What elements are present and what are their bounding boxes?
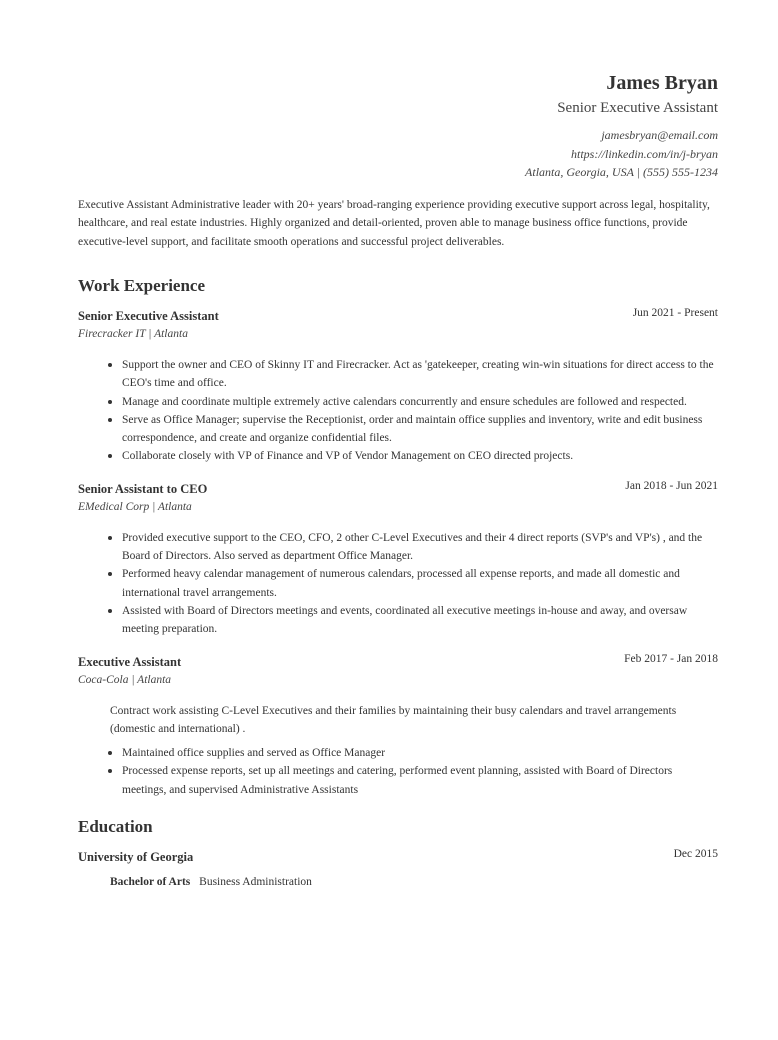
job-company: Firecracker IT | Atlanta	[78, 328, 188, 340]
job-role: Senior Assistant to CEO	[78, 481, 208, 496]
education-heading: Education	[78, 817, 153, 837]
job-role: Senior Executive Assistant	[78, 309, 219, 323]
contact-block	[78, 126, 718, 182]
bullet-text: Assisted with Board of Directors meetings and events, coordinated all executive meetings in-house and away, and oversaw meeting preparation.	[122, 604, 688, 636]
job-date: Jun 2021 - Present	[632, 307, 718, 319]
job-company: EMedical Corp | Atlanta	[78, 500, 192, 513]
job-date: Feb 2017 - Jan 2018	[624, 652, 718, 665]
job-entry	[78, 480, 718, 639]
bullet-text: Performed heavy calendar management of numerous calendars, processed all expense reports, and made all domestic and international travel arrangements.	[122, 568, 680, 599]
bullet-icon	[108, 400, 112, 404]
bullet-text: Collaborate closely with VP of Finance and VP of Vendor Management on CEO directed projects.	[122, 450, 574, 463]
bullet-item	[122, 762, 718, 799]
bullet-item	[122, 447, 718, 465]
bullet-icon	[108, 609, 112, 613]
bullet-icon	[108, 572, 112, 576]
job-date: Jan 2018 - Jun 2021	[625, 479, 718, 492]
job-bullets	[78, 529, 718, 639]
contact-email[interactable]: jamesbryan@email.com	[601, 128, 718, 142]
bullet-text: Support the owner and CEO of Skinny IT and Firecracker. Act as 'gatekeeper, creating win-win situations for direct access to the CEO's time and office.	[122, 359, 714, 390]
job-entry	[78, 653, 718, 799]
bullet-item	[122, 565, 718, 602]
summary-paragraph: Executive Assistant Administrative leader with 20+ years' broad-ranging experience providing executive support across legal, hospitality, healthcare, and real estate industries. Highly organized and detail-oriented, proven able to manage business office functions, provide executive-level support, and facilitate smooth operations and successful project deliverables.	[78, 198, 710, 248]
degree-line	[78, 873, 718, 891]
bullet-icon	[108, 454, 112, 458]
bullet-item	[122, 393, 718, 411]
bullet-item	[122, 602, 718, 639]
job-entry	[78, 307, 718, 466]
bullet-item	[122, 411, 718, 448]
bullet-text: Provided executive support to the CEO, CFO, 2 other C-Level Executives and their 4 direct reports (SVP's and VP's) , and the Board of Directors. Also served as department Office Manager.	[122, 531, 703, 563]
candidate-name: James Bryan	[606, 72, 718, 94]
bullet-item	[122, 529, 718, 566]
bullet-icon	[108, 751, 112, 755]
education-entry	[78, 848, 718, 891]
bullet-icon	[108, 363, 112, 367]
resume-header	[78, 70, 718, 182]
job-bullets	[78, 744, 718, 799]
resume-page	[78, 70, 718, 891]
contact-location-phone: Atlanta, Georgia, USA | (555) 555-1234	[525, 165, 718, 179]
bullet-text: Manage and coordinate multiple extremely active calendars concurrently and ensure schedules are followed and respected.	[122, 395, 687, 408]
job-role: Executive Assistant	[78, 654, 182, 669]
bullet-icon	[108, 769, 112, 773]
job-description: Contract work assisting C-Level Executives and their families by maintaining their busy calendars and travel arrangements (domestic and international) .	[110, 704, 677, 735]
bullet-item	[122, 356, 718, 393]
bullet-text: Processed expense reports, set up all meetings and catering, performed event planning, assisted with Board of Directors meetings, and supervised Administrative Assistants	[122, 765, 673, 796]
school-name: University of Georgia	[78, 850, 194, 865]
degree-field: Business Administration	[199, 876, 312, 889]
contact-linkedin[interactable]: https://linkedin.com/in/j-bryan	[571, 146, 718, 161]
bullet-item	[122, 744, 718, 762]
bullet-icon	[108, 418, 112, 422]
candidate-title: Senior Executive Assistant	[557, 100, 718, 116]
job-company: Coca-Cola | Atlanta	[78, 673, 172, 686]
degree-name: Bachelor of Arts	[110, 876, 191, 889]
education-date: Dec 2015	[673, 848, 718, 861]
bullet-icon	[108, 536, 112, 540]
bullet-text: Serve as Office Manager; supervise the Receptionist, order and maintain office supplies and inventory, write and edit business correspondence, and create and organize confidential files.	[122, 413, 703, 445]
job-bullets	[78, 356, 718, 466]
bullet-text: Maintained office supplies and served as Office Manager	[122, 747, 386, 760]
work-experience-heading: Work Experience	[78, 276, 206, 295]
